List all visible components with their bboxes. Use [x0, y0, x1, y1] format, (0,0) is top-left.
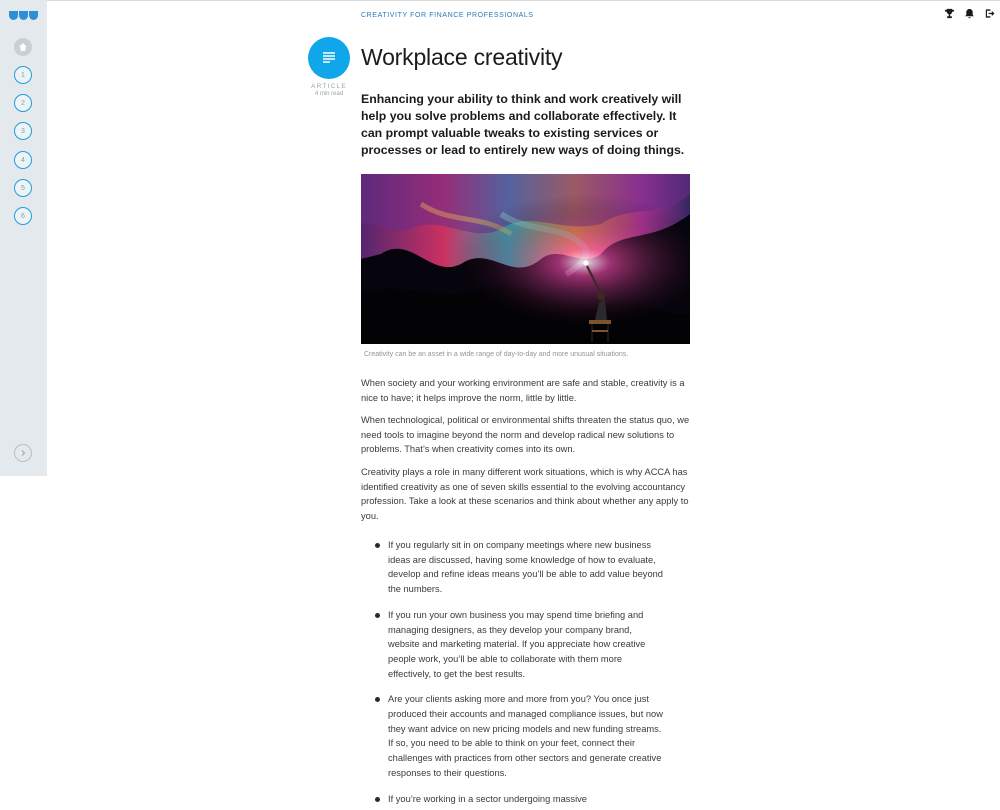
hero-image [361, 174, 690, 344]
step-5-button[interactable] [14, 179, 32, 197]
body-paragraph-3: Creativity plays a role in many different work situations, which is why ACCA has identified creativity as one of seven skills essential to the evolving accountancy profession. Take a look at these scenarios and think about whether any apply to you. [361, 467, 689, 522]
step-6-button[interactable] [14, 207, 32, 225]
step-1-label: 1 [21, 71, 25, 79]
bullet-dot [375, 797, 380, 802]
step-3-button[interactable] [14, 122, 32, 140]
list-item [374, 608, 664, 682]
article-icon [308, 37, 350, 79]
trophy-icon[interactable] [943, 7, 955, 19]
content-type-label: ARTICLE [311, 83, 347, 90]
step-5-label: 5 [21, 184, 25, 192]
bullet-dot [375, 697, 380, 702]
list-item-text: If you run your own business you may spend time briefing and managing designers, as they develop your company brand, website and marketing material. If you appreciate how creative people work, you’ll be able to collaborate with them more effectively, to get the best results. [388, 609, 646, 679]
list-item-text: If you regularly sit in on company meetings where new business ideas are discussed, having some knowledge of how to evaluate, develop and refine ideas means you’ll be able to add value beyond the numbers. [388, 540, 663, 595]
page-title: Workplace creativity [361, 44, 563, 70]
list-item [374, 792, 664, 807]
lead-paragraph: Enhancing your ability to think and work creatively will help you solve problems and collaborate effectively. It can prompt valuable tweaks to existing services or processes or lead to entirely new ways of doing things. [361, 92, 685, 157]
step-3-label: 3 [21, 127, 25, 135]
step-2-label: 2 [21, 99, 25, 107]
top-divider [46, 0, 1000, 1]
chevron-right-icon[interactable] [14, 444, 32, 462]
bullet-dot [375, 543, 380, 548]
step-1-button[interactable] [14, 66, 32, 84]
top-toolbar [943, 7, 995, 19]
list-item-text: If you’re working in a sector undergoing massive [388, 793, 587, 804]
step-2-button[interactable] [14, 94, 32, 112]
list-item [374, 692, 664, 780]
exit-icon[interactable] [983, 7, 995, 19]
logo-icon[interactable] [9, 11, 37, 21]
body-paragraph-2: When technological, political or environmental shifts threaten the status quo, we need tools to imagine beyond the norm and develop radical new solutions to problems. That’s when creativity comes into its own. [361, 415, 690, 455]
list-item [374, 538, 664, 597]
scenario-list [374, 538, 664, 810]
step-4-label: 4 [21, 156, 25, 164]
body-paragraph-1: When society and your working environment are safe and stable, creativity is a nice to have; it helps improve the norm, little by little. [361, 378, 685, 403]
bullet-dot [375, 613, 380, 618]
bell-icon[interactable] [963, 7, 975, 19]
home-icon[interactable] [14, 38, 32, 56]
step-4-button[interactable] [14, 151, 32, 169]
step-6-label: 6 [21, 212, 25, 220]
image-caption: Creativity can be an asset in a wide range of day-to-day and more unusual situations. [364, 351, 629, 358]
list-item-text: Are your clients asking more and more from you? You once just produced their accounts and managed compliance issues, but now they want advice on new pricing models and new funding streams. If so, you need to be able to think on your feet, connect their challenges with practices from other sectors and generate creative responses to their questions. [388, 694, 663, 778]
read-time-label: 4 min read [314, 91, 344, 97]
sidebar-rail [0, 0, 47, 476]
course-label[interactable]: CREATIVITY FOR FINANCE PROFESSIONALS [361, 12, 534, 19]
